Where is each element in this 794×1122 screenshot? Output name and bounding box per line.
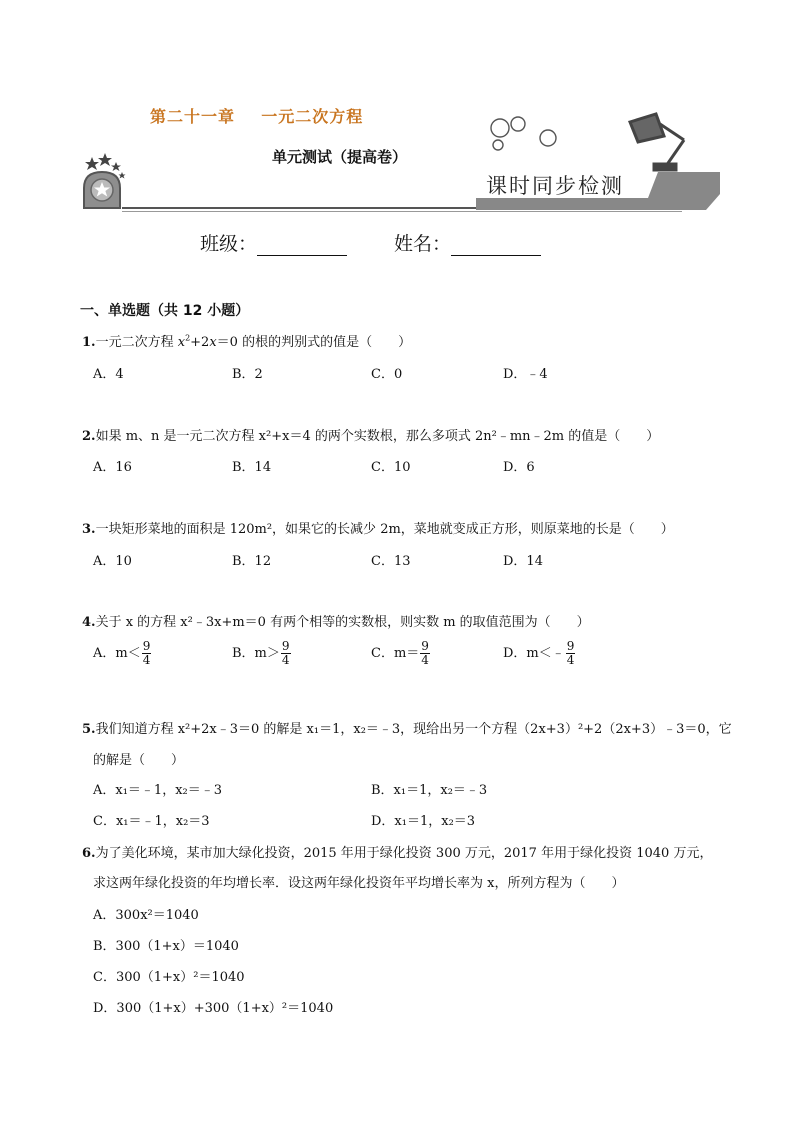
question-number: 3. [82, 522, 96, 537]
option-b[interactable]: B．2 [232, 367, 263, 382]
question-1: 1.一元二次方程 $x^2+2x=0$ 的根的判别式的值是（ ） [82, 333, 412, 350]
fraction [142, 640, 152, 667]
question-5-line2: 的解是（ ） [93, 753, 185, 768]
option-c[interactable]: C．0 [371, 367, 403, 382]
fraction [281, 640, 291, 667]
option-c[interactable]: C．13 [371, 554, 411, 569]
question-3 [82, 518, 674, 537]
option-b[interactable]: B．14 [232, 460, 272, 475]
option-c[interactable]: C．10 [371, 460, 411, 475]
option-a[interactable]: A．10 [93, 554, 132, 569]
question-text: 一元二次方程 [95, 335, 178, 350]
name-blank[interactable] [451, 237, 541, 256]
question-number: 1. [82, 335, 96, 350]
fraction-denominator: 4 [281, 653, 290, 667]
option-b[interactable]: B．x₁＝1，x₂＝﹣3 [371, 783, 488, 798]
question-text: 我们知道方程 x²+2x﹣3＝0 的解是 x₁＝1，x₂＝﹣3，现给出另一个方程（2x+3）²+2（2x+3）﹣3＝0，它 [95, 722, 732, 737]
option-d[interactable]: D．14 [503, 554, 543, 569]
option-a[interactable]: A．x₁＝﹣1，x₂＝﹣3 [93, 783, 223, 798]
question-text: 一块矩形菜地的面积是 120m²，如果它的长减少 2m，菜地就变成正方形，则原菜地的长是（ ） [95, 522, 674, 537]
option-a[interactable]: A．16 [93, 460, 132, 475]
fraction-numerator: 9 [142, 639, 151, 653]
option-text: C．m＝ [371, 646, 420, 661]
question-number: 6. [82, 846, 96, 861]
fraction [566, 640, 576, 667]
option-c[interactable]: C．300（1+x）²＝1040 [93, 970, 245, 985]
option-d[interactable] [503, 640, 576, 667]
option-text: D．m＜﹣ [503, 646, 565, 661]
question-4 [82, 611, 590, 630]
bubbles-icon [491, 117, 556, 150]
option-text: A．m＜ [93, 646, 141, 661]
name-field [394, 229, 541, 256]
option-a[interactable]: A．300x²＝1040 [93, 908, 199, 923]
option-d[interactable]: D．x₁＝1，x₂＝3 [371, 814, 476, 829]
question-text: 的根的判别式的值是（ ） [242, 335, 412, 350]
question-2 [82, 425, 659, 444]
banner-title: 课时同步检测 [486, 174, 624, 198]
option-a[interactable]: A．4 [93, 367, 124, 382]
class-field [200, 229, 347, 256]
option-b[interactable]: B．300（1+x）＝1040 [93, 939, 239, 954]
option-c[interactable] [371, 640, 431, 667]
question-number: 5. [82, 722, 96, 737]
test-subtitle: 单元测试（提高卷） [272, 148, 408, 166]
fraction-denominator: 4 [566, 653, 575, 667]
option-b[interactable] [232, 640, 292, 667]
fraction-numerator: 9 [421, 639, 429, 653]
question-6-line2: 求这两年绿化投资的年均增长率．设这两年绿化投资年平均增长率为 x，所列方程为（ ） [93, 876, 625, 891]
option-c[interactable]: C．x₁＝﹣1，x₂＝3 [93, 814, 210, 829]
option-d[interactable]: D．300（1+x）+300（1+x）²＝1040 [93, 1001, 334, 1016]
question-6 [82, 842, 712, 861]
fraction-denominator: 4 [421, 653, 429, 667]
fraction [420, 640, 430, 667]
class-blank[interactable] [257, 237, 347, 256]
desk-lamp-icon [630, 114, 684, 170]
question-number: 4. [82, 615, 96, 630]
question-number: 2. [82, 429, 96, 444]
question-5 [82, 718, 732, 737]
fraction-numerator: 9 [281, 639, 290, 653]
option-d[interactable]: D．6 [503, 460, 535, 475]
question-text: 关于 x 的方程 x²﹣3x+m＝0 有两个相等的实数根，则实数 m 的取值范围为（ ） [95, 615, 590, 630]
question-text: 为了美化环境，某市加大绿化投资，2015 年用于绿化投资 300 万元，2017 年用于绿化投资 1040 万元， [95, 846, 713, 861]
option-b[interactable]: B．12 [232, 554, 272, 569]
section-title: 一、单选题（共 12 小题） [80, 303, 250, 319]
option-a[interactable] [93, 640, 152, 667]
option-d[interactable]: D．﹣4 [503, 367, 548, 382]
chapter-title: 第二十一章 一元二次方程 [150, 107, 364, 126]
option-text: B．m＞ [232, 646, 280, 661]
question-text: 如果 m、n 是一元二次方程 x²+x＝4 的两个实数根，那么多项式 2n²﹣mn﹣2m 的值是（ ） [95, 429, 660, 444]
name-label: 姓名： [394, 233, 452, 255]
fraction-numerator: 9 [566, 639, 575, 653]
class-label: 班级： [200, 233, 258, 255]
fraction-denominator: 4 [142, 653, 151, 667]
